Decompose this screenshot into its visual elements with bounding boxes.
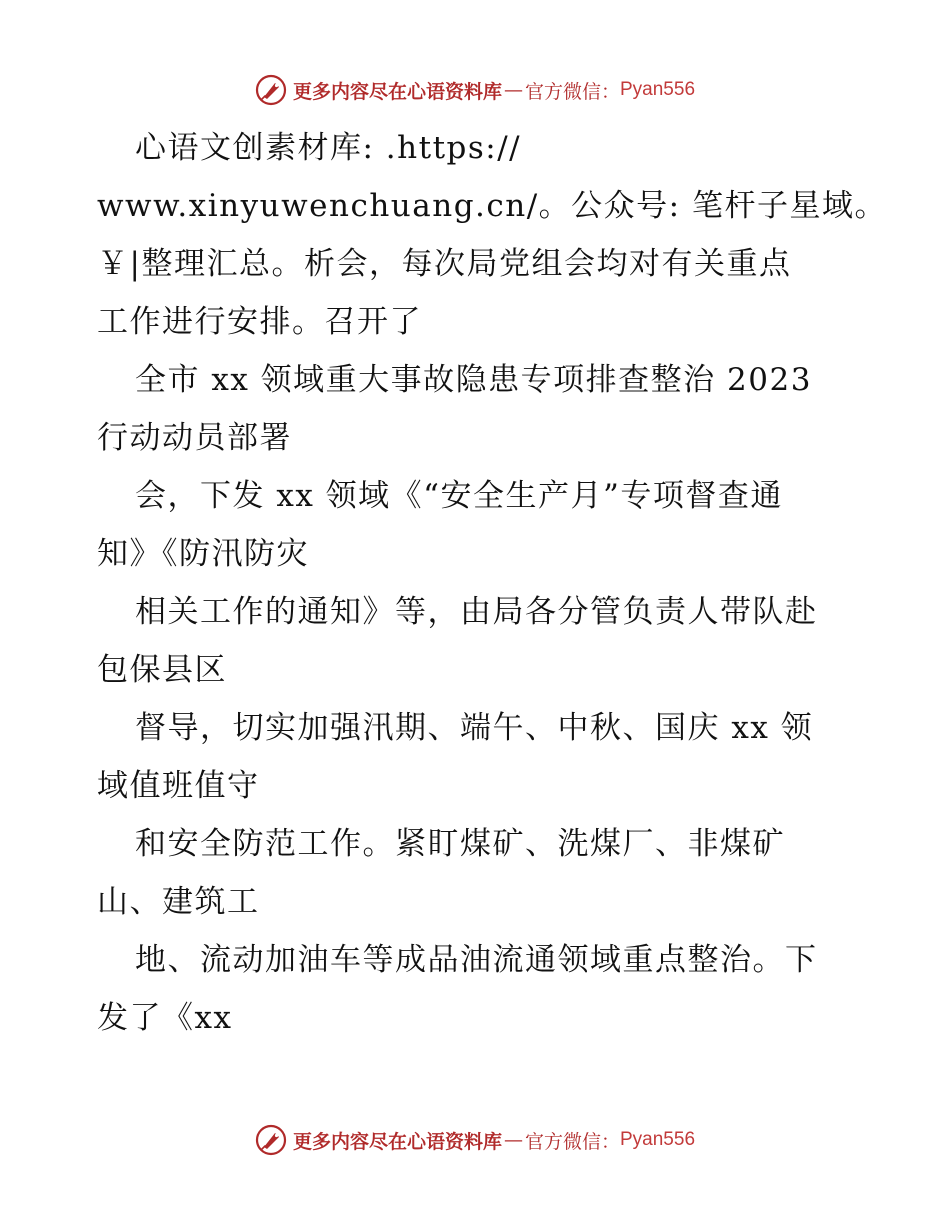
text-line: 包保县区 <box>97 652 227 688</box>
banner-wechat-id: Pyan556 <box>620 79 696 100</box>
banner-wechat-label: 官方微信： <box>524 80 620 103</box>
banner-title: 更多内容尽在心语资料库 <box>292 1130 502 1153</box>
banner-wechat-id: Pyan556 <box>620 1129 696 1150</box>
text-line: ￥|整理汇总。析会，每次局党组会均对有关重点 <box>97 246 792 282</box>
text-line: 督导，切实加强汛期、端午、中秋、国庆 xx 领 <box>135 710 814 746</box>
text-line: 相关工作的通知》等，由局各分管负责人带队赴 <box>135 594 818 630</box>
text-line: 地、流动加油车等成品油流通领域重点整治。下 <box>135 942 818 978</box>
text-line: 域值班值守 <box>97 768 260 804</box>
text-line: 工作进行安排。召开了 <box>97 304 422 340</box>
text-line: 会，下发 xx 领域《“安全生产月”专项督查通 <box>135 478 783 514</box>
text-line: www.xinyuwenchuang.cn/。公众号: 笔杆子星域。 <box>97 188 887 224</box>
pen-nib-logo-icon <box>255 1124 287 1156</box>
banner-separator: — <box>503 1129 523 1151</box>
header-banner <box>0 72 950 108</box>
text-line: 全市 xx 领域重大事故隐患专项排查整治 2023 <box>135 362 812 398</box>
text-line: 和安全防范工作。紧盯煤矿、洗煤厂、非煤矿 <box>135 826 785 862</box>
banner-separator: — <box>503 79 523 101</box>
footer-banner <box>0 1122 950 1158</box>
banner-title: 更多内容尽在心语资料库 <box>292 80 502 103</box>
text-line: 行动动员部署 <box>97 420 292 456</box>
text-line: 山、建筑工 <box>97 884 260 920</box>
text-line: 心语文创素材库: .https:// <box>135 130 522 166</box>
pen-nib-logo-icon <box>255 74 287 106</box>
text-line: 知》《防汛防灾 <box>97 536 309 572</box>
banner-wechat-label: 官方微信： <box>524 1130 620 1153</box>
text-line: 发了《xx <box>97 1000 233 1036</box>
